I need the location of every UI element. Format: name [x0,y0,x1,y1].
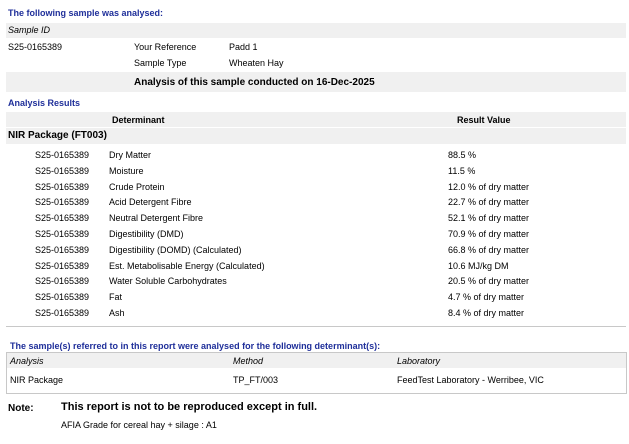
col-result-value: Result Value [457,115,511,125]
table-row [0,276,629,292]
note-label: Note: [8,403,34,414]
sample-id-label: Sample ID [8,25,51,35]
result-sample-id: S25-0165389 [35,244,90,255]
methods-row-method: TP_FT/003 [233,375,279,385]
result-determinant: Water Soluble Carbohydrates [109,276,227,287]
result-sample-id: S25-0165389 [35,276,90,287]
result-sample-id: S25-0165389 [35,213,90,224]
result-value: 8.4 % of dry matter [448,308,525,318]
result-sample-id: S25-0165389 [35,292,90,303]
table-row [0,229,629,245]
table-row [0,166,629,182]
result-sample-id: S25-0165389 [35,197,90,208]
result-value: 88.5 % [448,150,477,160]
result-determinant: Acid Detergent Fibre [109,197,192,208]
result-sample-id: S25-0165389 [35,165,90,176]
table-row [0,308,629,324]
sample-type-value: Wheaten Hay [229,58,284,68]
result-sample-id: S25-0165389 [35,150,90,160]
methods-header: The sample(s) referred to in this report were analysed for the following determinant(s): [10,341,381,351]
result-value: 66.8 % of dry matter [448,244,530,255]
result-value: 11.5 % [448,165,476,176]
col-determinant: Determinant [112,115,165,125]
sample-id-value: S25-0165389 [8,42,63,52]
result-value: 22.7 % of dry matter [448,197,530,208]
result-sample-id: S25-0165389 [35,260,90,271]
table-row [0,245,629,261]
methods-col-method: Method [233,356,264,366]
sample-id-header-bar [6,23,626,38]
analysis-conducted-text: Analysis of this sample conducted on 16-Dec-2025 [134,77,375,88]
results-header: Analysis Results [8,98,81,108]
methods-row-laboratory: FeedTest Laboratory - Werribee, VIC [397,375,544,385]
result-value: 52.1 % of dry matter [448,213,530,224]
note-text: This report is not to be reproduced except in full. [61,401,318,413]
sample-type-label: Sample Type [134,58,187,68]
result-sample-id: S25-0165389 [35,181,90,192]
grade-text: AFIA Grade for cereal hay + silage : A1 [61,420,217,430]
results-columns-bar [6,112,626,127]
result-value: 70.9 % of dry matter [448,229,530,239]
result-value: 12.0 % of dry matter [448,181,530,192]
result-value: 10.6 MJ/kg DM [448,260,509,271]
result-value: 20.5 % of dry matter [448,276,530,287]
result-determinant: Crude Protein [109,181,165,192]
result-determinant: Digestibility (DMD) [109,229,184,239]
result-sample-id: S25-0165389 [35,229,90,239]
your-reference-value: Padd 1 [229,42,258,52]
methods-columns-bar [7,353,626,368]
result-determinant: Ash [109,308,125,318]
package-name: NIR Package (FT003) [8,130,107,141]
table-row [0,261,629,277]
sample-header: The following sample was analysed: [8,8,164,18]
table-row [0,292,629,308]
table-row [0,213,629,229]
result-value: 4.7 % of dry matter [448,292,525,303]
result-sample-id: S25-0165389 [35,308,90,318]
result-determinant: Digestibility (DOMD) (Calculated) [109,244,242,255]
result-determinant: Dry Matter [109,150,152,160]
table-row [0,182,629,198]
methods-col-laboratory: Laboratory [397,356,441,366]
methods-row-analysis: NIR Package [10,375,64,385]
table-row [0,150,629,166]
result-determinant: Moisture [109,165,144,176]
your-reference-label: Your Reference [134,42,197,52]
methods-col-analysis: Analysis [10,356,44,366]
result-determinant: Est. Metabolisable Energy (Calculated) [109,260,265,271]
results-divider [6,326,626,327]
result-determinant: Neutral Detergent Fibre [109,213,204,224]
table-row [0,197,629,213]
result-determinant: Fat [109,292,123,303]
